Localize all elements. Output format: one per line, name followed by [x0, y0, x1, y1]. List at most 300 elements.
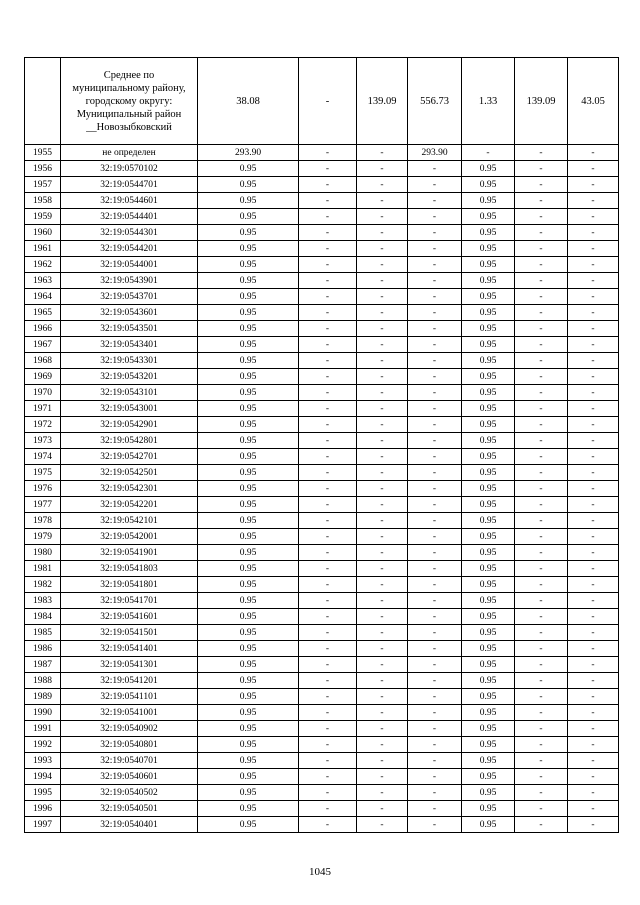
value-cell: -: [568, 625, 619, 641]
value-cell: 0.95: [198, 305, 299, 321]
value-cell: -: [515, 369, 568, 385]
table-row: [25, 321, 619, 337]
value-cell: -: [357, 241, 408, 257]
value-cell: -: [299, 337, 357, 353]
value-cell: -: [408, 529, 462, 545]
value-cell: -: [357, 593, 408, 609]
value-cell: -: [357, 785, 408, 801]
table-row: [25, 257, 619, 273]
value-cell: 0.95: [462, 801, 515, 817]
value-cell: -: [408, 609, 462, 625]
value-cell: -: [299, 657, 357, 673]
value-cell: -: [408, 641, 462, 657]
value-cell: 0.95: [462, 689, 515, 705]
table-row: [25, 145, 619, 161]
summary-value-cell: 43.05: [568, 58, 619, 145]
value-cell: -: [299, 161, 357, 177]
value-cell: -: [515, 721, 568, 737]
row-number-cell: 1996: [25, 801, 61, 817]
value-cell: -: [357, 353, 408, 369]
value-cell: -: [568, 497, 619, 513]
value-cell: -: [568, 561, 619, 577]
value-cell: -: [515, 513, 568, 529]
value-cell: 0.95: [462, 481, 515, 497]
value-cell: 0.95: [198, 817, 299, 833]
value-cell: -: [357, 193, 408, 209]
value-cell: 0.95: [198, 385, 299, 401]
value-cell: -: [515, 737, 568, 753]
table-row: [25, 337, 619, 353]
value-cell: -: [357, 465, 408, 481]
value-cell: -: [568, 257, 619, 273]
row-number-cell: 1975: [25, 465, 61, 481]
summary-name-line: __Новозыбковский: [86, 121, 172, 133]
table-row: [25, 769, 619, 785]
value-cell: 0.95: [462, 321, 515, 337]
value-cell: -: [357, 577, 408, 593]
cadastral-code-cell: 32:19:0540701: [61, 753, 198, 769]
value-cell: -: [515, 417, 568, 433]
value-cell: -: [568, 513, 619, 529]
value-cell: 0.95: [462, 577, 515, 593]
row-number-cell: 1992: [25, 737, 61, 753]
value-cell: -: [515, 385, 568, 401]
value-cell: 0.95: [462, 497, 515, 513]
value-cell: 0.95: [198, 785, 299, 801]
value-cell: -: [515, 625, 568, 641]
value-cell: -: [299, 225, 357, 241]
value-cell: -: [568, 577, 619, 593]
value-cell: 0.95: [462, 609, 515, 625]
value-cell: -: [568, 753, 619, 769]
value-cell: -: [408, 289, 462, 305]
value-cell: -: [568, 529, 619, 545]
row-number-cell: 1994: [25, 769, 61, 785]
value-cell: -: [568, 353, 619, 369]
value-cell: -: [408, 417, 462, 433]
value-cell: -: [357, 177, 408, 193]
cadastral-code-cell: 32:19:0543501: [61, 321, 198, 337]
value-cell: -: [357, 545, 408, 561]
value-cell: 0.95: [462, 561, 515, 577]
value-cell: -: [299, 785, 357, 801]
table-row: [25, 369, 619, 385]
cadastral-code-cell: 32:19:0544401: [61, 209, 198, 225]
cadastral-code-cell: 32:19:0543001: [61, 401, 198, 417]
value-cell: -: [515, 145, 568, 161]
value-cell: -: [357, 337, 408, 353]
value-cell: -: [299, 177, 357, 193]
row-number-cell: 1955: [25, 145, 61, 161]
cadastral-code-cell: 32:19:0542901: [61, 417, 198, 433]
value-cell: -: [357, 449, 408, 465]
value-cell: 0.95: [198, 689, 299, 705]
value-cell: -: [299, 609, 357, 625]
value-cell: -: [568, 769, 619, 785]
value-cell: -: [408, 305, 462, 321]
value-cell: -: [568, 593, 619, 609]
table-row: [25, 801, 619, 817]
value-cell: -: [357, 321, 408, 337]
value-cell: -: [568, 177, 619, 193]
value-cell: -: [408, 193, 462, 209]
value-cell: 0.95: [198, 193, 299, 209]
value-cell: -: [408, 657, 462, 673]
value-cell: -: [515, 209, 568, 225]
value-cell: -: [515, 753, 568, 769]
value-cell: -: [299, 817, 357, 833]
cadastral-code-cell: 32:19:0570102: [61, 161, 198, 177]
row-number-cell: 1990: [25, 705, 61, 721]
row-number-cell: 1957: [25, 177, 61, 193]
row-number-cell: 1987: [25, 657, 61, 673]
table-row: [25, 705, 619, 721]
value-cell: -: [299, 241, 357, 257]
cadastral-code-cell: 32:19:0540502: [61, 785, 198, 801]
value-cell: -: [408, 801, 462, 817]
value-cell: 0.95: [198, 721, 299, 737]
value-cell: 0.95: [462, 705, 515, 721]
value-cell: -: [515, 801, 568, 817]
value-cell: -: [408, 433, 462, 449]
table-row: [25, 817, 619, 833]
cadastral-code-cell: 32:19:0541401: [61, 641, 198, 657]
row-number-cell: 1968: [25, 353, 61, 369]
value-cell: 0.95: [198, 497, 299, 513]
value-cell: 0.95: [462, 785, 515, 801]
value-cell: -: [515, 817, 568, 833]
value-cell: -: [568, 369, 619, 385]
value-cell: -: [357, 257, 408, 273]
row-number-cell: 1971: [25, 401, 61, 417]
value-cell: 0.95: [462, 401, 515, 417]
row-number-cell: 1984: [25, 609, 61, 625]
value-cell: 0.95: [198, 753, 299, 769]
value-cell: 0.95: [462, 593, 515, 609]
cadastral-code-cell: 32:19:0541101: [61, 689, 198, 705]
cadastral-code-cell: 32:19:0540601: [61, 769, 198, 785]
table-row: [25, 641, 619, 657]
value-cell: -: [408, 481, 462, 497]
value-cell: 0.95: [198, 609, 299, 625]
value-cell: 0.95: [462, 657, 515, 673]
value-cell: 0.95: [462, 545, 515, 561]
value-cell: -: [357, 673, 408, 689]
value-cell: -: [357, 609, 408, 625]
value-cell: -: [357, 225, 408, 241]
table-row: [25, 545, 619, 561]
cadastral-code-cell: не определен: [61, 145, 198, 161]
table-row: [25, 289, 619, 305]
value-cell: 0.95: [198, 337, 299, 353]
value-cell: -: [357, 705, 408, 721]
value-cell: 0.95: [462, 721, 515, 737]
value-cell: -: [568, 545, 619, 561]
row-number-cell: 1967: [25, 337, 61, 353]
row-number-cell: 1970: [25, 385, 61, 401]
cadastral-code-cell: 32:19:0542701: [61, 449, 198, 465]
value-cell: 0.95: [462, 161, 515, 177]
value-cell: -: [515, 705, 568, 721]
value-cell: -: [299, 593, 357, 609]
table-row: [25, 689, 619, 705]
value-cell: -: [299, 433, 357, 449]
cadastral-code-cell: 32:19:0542301: [61, 481, 198, 497]
value-cell: -: [568, 785, 619, 801]
row-number-cell: 1966: [25, 321, 61, 337]
cadastral-code-cell: 32:19:0544601: [61, 193, 198, 209]
cadastral-code-cell: 32:19:0541901: [61, 545, 198, 561]
value-cell: -: [515, 593, 568, 609]
table-row: [25, 433, 619, 449]
table-row: [25, 753, 619, 769]
value-cell: -: [357, 817, 408, 833]
value-cell: 0.95: [198, 369, 299, 385]
cadastral-code-cell: 32:19:0543101: [61, 385, 198, 401]
value-cell: -: [515, 769, 568, 785]
value-cell: 0.95: [462, 305, 515, 321]
value-cell: -: [299, 577, 357, 593]
value-cell: -: [408, 337, 462, 353]
value-cell: -: [515, 465, 568, 481]
table-row: [25, 273, 619, 289]
summary-name-line: муниципальному району,: [72, 82, 186, 94]
value-cell: -: [515, 177, 568, 193]
value-cell: -: [299, 801, 357, 817]
value-cell: -: [568, 737, 619, 753]
row-number-cell: 1972: [25, 417, 61, 433]
table-row: [25, 529, 619, 545]
value-cell: -: [515, 449, 568, 465]
value-cell: 0.95: [462, 369, 515, 385]
value-cell: -: [299, 753, 357, 769]
value-cell: -: [568, 145, 619, 161]
value-cell: -: [408, 209, 462, 225]
value-cell: -: [299, 561, 357, 577]
value-cell: -: [357, 161, 408, 177]
value-cell: -: [299, 513, 357, 529]
value-cell: -: [299, 481, 357, 497]
row-number-cell: 1958: [25, 193, 61, 209]
value-cell: -: [299, 641, 357, 657]
value-cell: 0.95: [462, 625, 515, 641]
value-cell: 0.95: [198, 465, 299, 481]
value-cell: -: [357, 273, 408, 289]
value-cell: 0.95: [198, 353, 299, 369]
value-cell: -: [408, 241, 462, 257]
value-cell: -: [357, 657, 408, 673]
cadastral-code-cell: 32:19:0541301: [61, 657, 198, 673]
cadastral-code-cell: 32:19:0540401: [61, 817, 198, 833]
value-cell: 0.95: [462, 449, 515, 465]
value-cell: 0.95: [462, 641, 515, 657]
value-cell: -: [299, 321, 357, 337]
value-cell: 0.95: [198, 241, 299, 257]
value-cell: -: [568, 673, 619, 689]
value-cell: -: [515, 305, 568, 321]
value-cell: -: [568, 401, 619, 417]
summary-value-cell: -: [299, 58, 357, 145]
value-cell: -: [568, 305, 619, 321]
cadastral-code-cell: 32:19:0542501: [61, 465, 198, 481]
value-cell: -: [515, 225, 568, 241]
value-cell: -: [568, 289, 619, 305]
value-cell: 0.95: [198, 481, 299, 497]
value-cell: -: [299, 305, 357, 321]
value-cell: -: [515, 193, 568, 209]
value-cell: 0.95: [462, 753, 515, 769]
value-cell: -: [299, 417, 357, 433]
value-cell: -: [357, 769, 408, 785]
value-cell: 0.95: [198, 449, 299, 465]
table-row: [25, 497, 619, 513]
cadastral-code-cell: 32:19:0540801: [61, 737, 198, 753]
value-cell: 0.95: [462, 177, 515, 193]
value-cell: 0.95: [462, 673, 515, 689]
value-cell: 0.95: [198, 529, 299, 545]
value-cell: -: [299, 353, 357, 369]
value-cell: 0.95: [198, 641, 299, 657]
table-row: [25, 593, 619, 609]
row-number-cell: 1989: [25, 689, 61, 705]
value-cell: -: [515, 545, 568, 561]
value-cell: -: [408, 721, 462, 737]
cadastral-code-cell: 32:19:0543201: [61, 369, 198, 385]
value-cell: 0.95: [462, 257, 515, 273]
cadastral-code-cell: 32:19:0544201: [61, 241, 198, 257]
value-cell: -: [299, 737, 357, 753]
value-cell: 0.95: [462, 225, 515, 241]
cadastral-code-cell: 32:19:0544301: [61, 225, 198, 241]
row-number-cell: 1978: [25, 513, 61, 529]
value-cell: -: [408, 545, 462, 561]
value-cell: 0.95: [462, 289, 515, 305]
value-cell: -: [515, 257, 568, 273]
cadastral-code-cell: 32:19:0542801: [61, 433, 198, 449]
value-cell: 0.95: [198, 273, 299, 289]
value-cell: 0.95: [462, 193, 515, 209]
value-cell: -: [357, 145, 408, 161]
value-cell: 0.95: [462, 433, 515, 449]
summary-value-cell: 139.09: [357, 58, 408, 145]
table-row: [25, 353, 619, 369]
value-cell: -: [515, 673, 568, 689]
cadastral-code-cell: 32:19:0541201: [61, 673, 198, 689]
value-cell: -: [568, 385, 619, 401]
value-cell: -: [408, 577, 462, 593]
value-cell: -: [515, 353, 568, 369]
value-cell: -: [515, 529, 568, 545]
table-row: [25, 625, 619, 641]
row-number-cell: 1988: [25, 673, 61, 689]
value-cell: -: [357, 497, 408, 513]
value-cell: 0.95: [198, 289, 299, 305]
table-row: [25, 177, 619, 193]
row-number-cell: 1974: [25, 449, 61, 465]
value-cell: -: [408, 273, 462, 289]
cadastral-code-cell: 32:19:0542101: [61, 513, 198, 529]
value-cell: -: [299, 769, 357, 785]
summary-name-line: городскому округу:: [85, 95, 173, 107]
value-cell: -: [299, 545, 357, 561]
value-cell: -: [357, 801, 408, 817]
value-cell: -: [568, 705, 619, 721]
value-cell: -: [515, 433, 568, 449]
value-cell: -: [408, 737, 462, 753]
row-number-cell: 1976: [25, 481, 61, 497]
value-cell: -: [299, 369, 357, 385]
row-number-cell: 1982: [25, 577, 61, 593]
value-cell: -: [515, 481, 568, 497]
summary-value-cell: 38.08: [198, 58, 299, 145]
table-row: [25, 417, 619, 433]
value-cell: -: [408, 705, 462, 721]
value-cell: -: [357, 513, 408, 529]
value-cell: -: [568, 241, 619, 257]
value-cell: -: [357, 305, 408, 321]
value-cell: -: [568, 801, 619, 817]
cadastral-code-cell: 32:19:0542201: [61, 497, 198, 513]
value-cell: -: [357, 529, 408, 545]
value-cell: -: [515, 401, 568, 417]
table-row: [25, 241, 619, 257]
cadastral-code-cell: 32:19:0541501: [61, 625, 198, 641]
value-cell: -: [515, 689, 568, 705]
value-cell: -: [357, 753, 408, 769]
value-cell: 0.95: [198, 257, 299, 273]
value-cell: -: [408, 769, 462, 785]
value-cell: 0.95: [198, 657, 299, 673]
value-cell: -: [515, 609, 568, 625]
cadastral-code-cell: 32:19:0540902: [61, 721, 198, 737]
value-cell: -: [568, 721, 619, 737]
value-cell: 0.95: [198, 209, 299, 225]
value-cell: -: [408, 401, 462, 417]
value-cell: 0.95: [198, 225, 299, 241]
table-row: [25, 657, 619, 673]
value-cell: 0.95: [462, 417, 515, 433]
table-row: [25, 609, 619, 625]
table-row: [25, 225, 619, 241]
value-cell: 0.95: [462, 353, 515, 369]
cadastral-code-cell: 32:19:0541601: [61, 609, 198, 625]
cadastral-code-cell: 32:19:0543901: [61, 273, 198, 289]
value-cell: -: [568, 193, 619, 209]
value-cell: -: [568, 465, 619, 481]
value-cell: -: [408, 449, 462, 465]
value-cell: -: [299, 449, 357, 465]
cadastral-code-cell: 32:19:0542001: [61, 529, 198, 545]
value-cell: 0.95: [198, 673, 299, 689]
row-number-cell: 1960: [25, 225, 61, 241]
row-number-cell: 1977: [25, 497, 61, 513]
data-table: [24, 57, 619, 833]
value-cell: 0.95: [462, 737, 515, 753]
value-cell: 0.95: [462, 241, 515, 257]
value-cell: -: [408, 689, 462, 705]
row-number-cell: 1964: [25, 289, 61, 305]
table-row: [25, 385, 619, 401]
cadastral-code-cell: 32:19:0543601: [61, 305, 198, 321]
value-cell: -: [408, 385, 462, 401]
row-number-cell: 1997: [25, 817, 61, 833]
value-cell: 0.95: [198, 593, 299, 609]
row-number-cell: 1969: [25, 369, 61, 385]
value-cell: -: [357, 433, 408, 449]
table-row: [25, 465, 619, 481]
summary-num-cell: [25, 58, 61, 145]
value-cell: -: [408, 497, 462, 513]
